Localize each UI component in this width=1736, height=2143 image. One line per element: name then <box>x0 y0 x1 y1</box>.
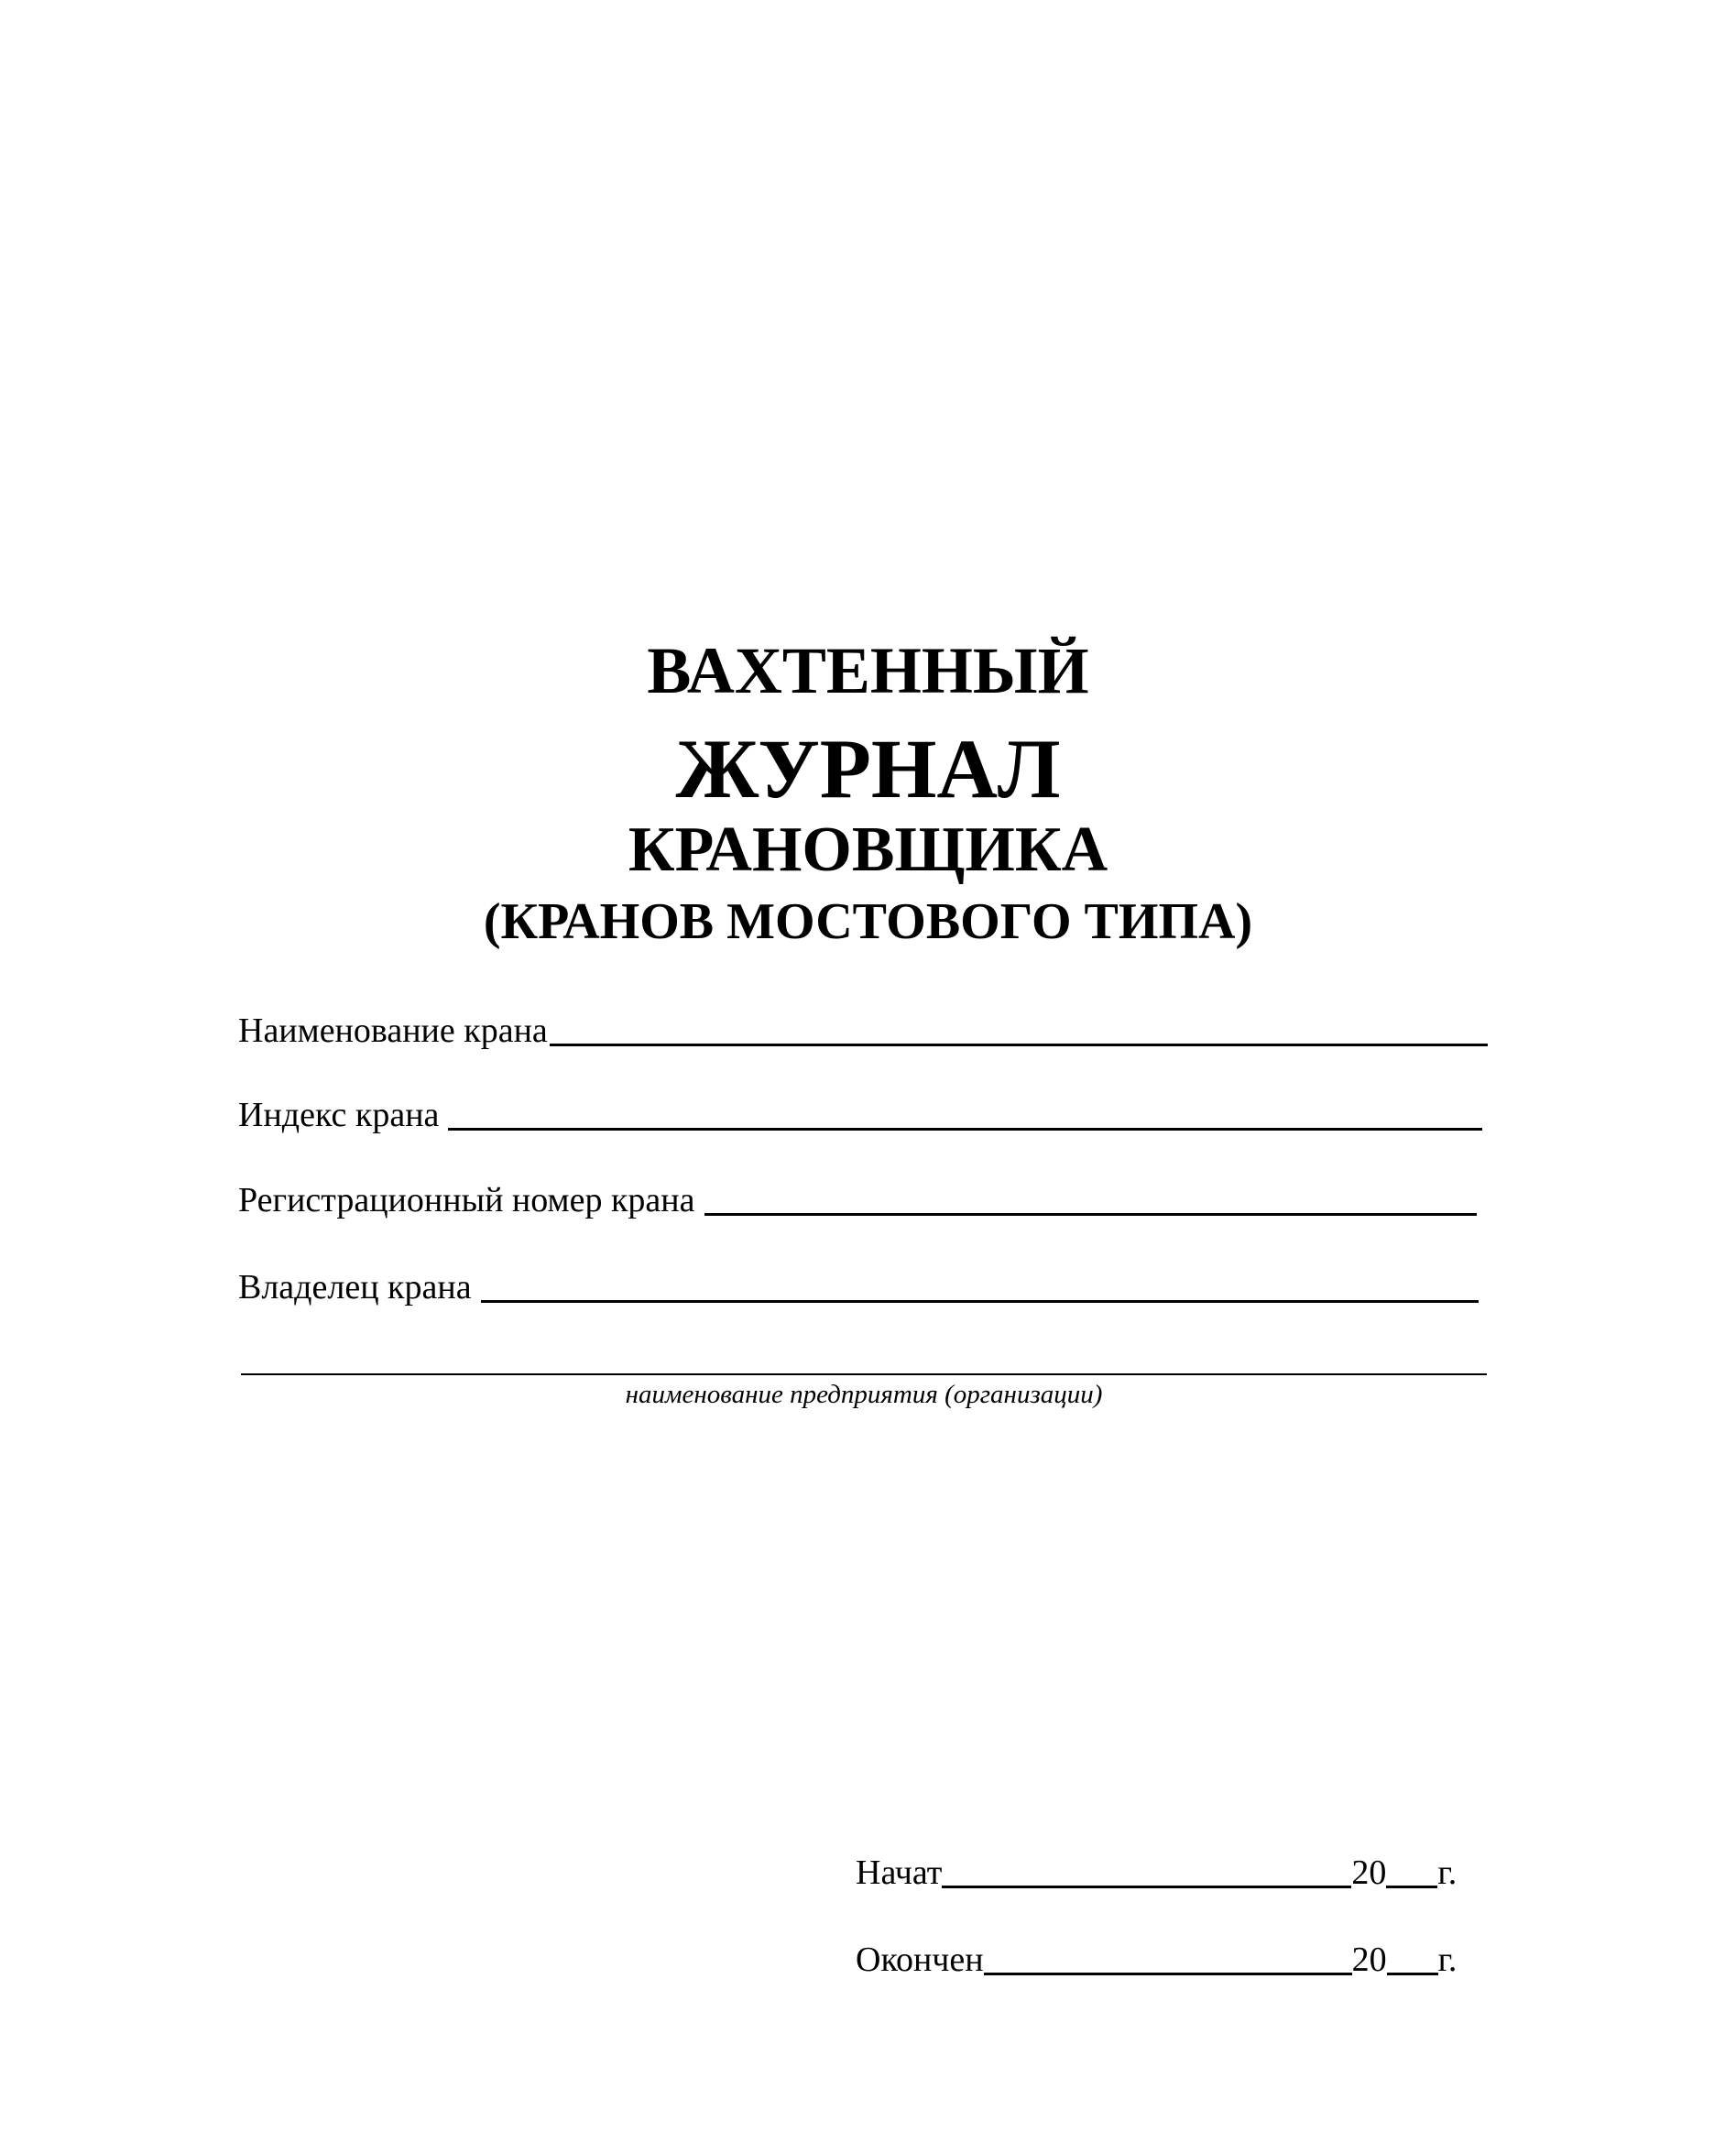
start-date-suffix: г. <box>1437 1853 1458 1892</box>
end-date-row <box>856 1942 1457 1977</box>
end-date-label: Окончен <box>856 1941 984 1979</box>
crane-owner-blank[interactable] <box>481 1300 1479 1303</box>
crane-reg-number-blank[interactable] <box>704 1213 1478 1216</box>
crane-reg-number-field <box>238 1183 1477 1218</box>
crane-index-blank[interactable] <box>448 1128 1482 1131</box>
start-date-blank[interactable] <box>942 1886 1351 1888</box>
organization-blank[interactable] <box>241 1373 1487 1375</box>
crane-name-blank[interactable] <box>550 1044 1488 1046</box>
crane-name-field <box>238 1013 1488 1048</box>
title-line-4: (КРАНОВ МОСТОВОГО ТИПА) <box>483 893 1253 950</box>
end-date-century: 20 <box>1351 1941 1387 1979</box>
end-year-blank[interactable] <box>1387 1973 1438 1975</box>
title-line-2: ЖУРНАЛ <box>675 722 1061 815</box>
crane-name-label: Наименование крана <box>238 1011 548 1050</box>
title-line-1: ВАХТЕННЫЙ <box>647 634 1089 707</box>
crane-owner-label: Владелец крана <box>238 1268 472 1307</box>
start-date-row <box>856 1855 1457 1890</box>
crane-owner-field <box>238 1270 1479 1305</box>
end-date-blank[interactable] <box>984 1973 1352 1975</box>
organization-caption: наименование предприятия (организации) <box>625 1380 1103 1409</box>
crane-index-label: Индекс крана <box>238 1096 440 1134</box>
start-date-century: 20 <box>1351 1853 1387 1892</box>
start-date-label: Начат <box>856 1853 943 1892</box>
crane-index-field <box>238 1098 1482 1132</box>
start-year-blank[interactable] <box>1386 1886 1437 1888</box>
crane-reg-number-label: Регистрационный номер крана <box>238 1181 695 1219</box>
end-date-suffix: г. <box>1437 1941 1458 1979</box>
title-line-3: КРАНОВЩИКА <box>628 815 1108 885</box>
